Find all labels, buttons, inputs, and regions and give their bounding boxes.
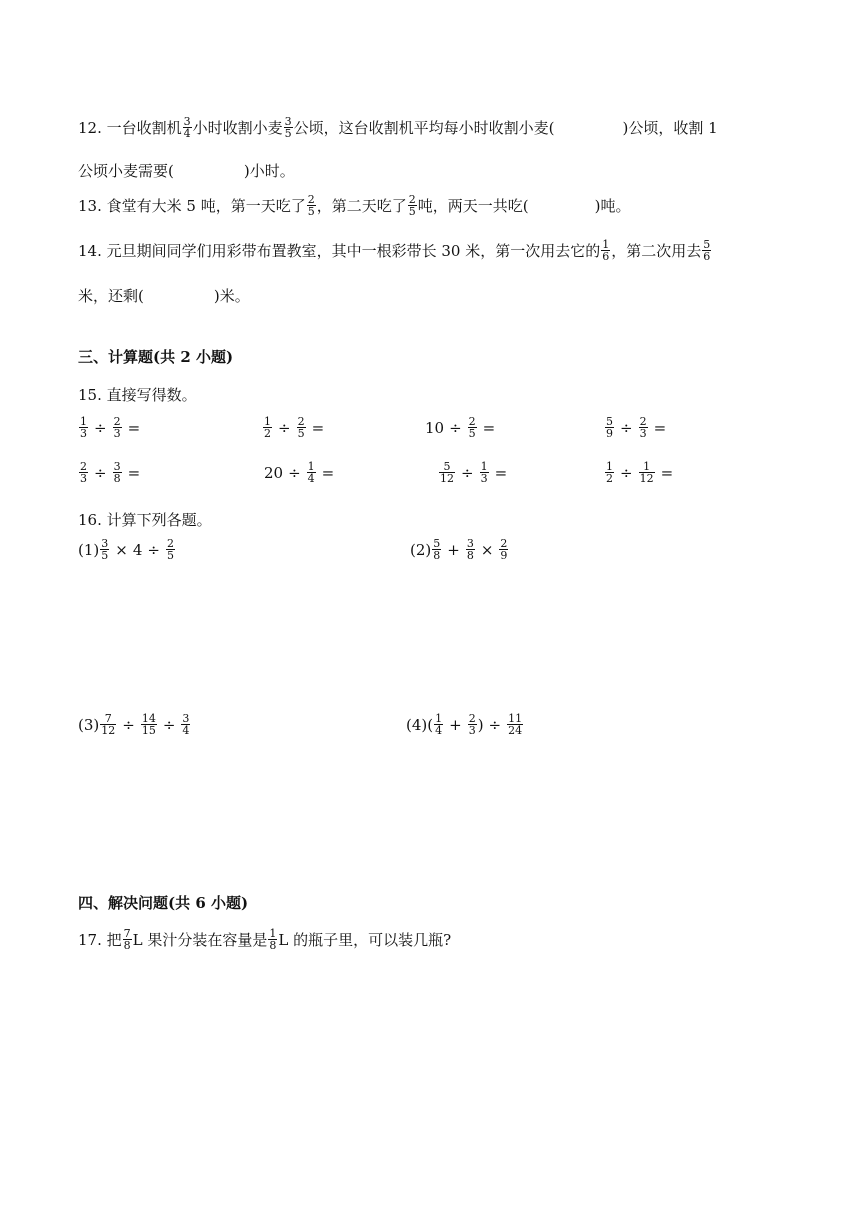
q12-text-6: )小时。 [243, 162, 295, 180]
plus-sign: + [449, 715, 462, 734]
q16-problem-3-label: (3) [78, 715, 100, 734]
q16-p4-fraction-a: $\frac{1}{4}$ [435, 712, 443, 737]
q14-fraction-1: $\frac{1}{6}$ [602, 238, 610, 263]
q15-item-3-divisor: $\frac{2}{5}$ [468, 415, 476, 440]
question-14-line-2 [78, 285, 250, 306]
divide-sign: ÷ [147, 540, 160, 559]
q15-item-5-divisor: $\frac{3}{8}$ [113, 460, 121, 485]
q15-item-1 [78, 416, 145, 439]
q15-item-5-dividend: $\frac{2}{3}$ [80, 460, 87, 485]
q14-text-4: )米。 [213, 287, 250, 305]
equals-sign: = [127, 418, 141, 437]
q13-text-3: 吨，两天一共吃( [417, 197, 529, 215]
q16-p2-fraction-c: $\frac{2}{9}$ [500, 537, 508, 562]
q16-p3-fraction-a: $\frac{7}{12}$ [101, 712, 116, 737]
q13-text-4: )吨。 [594, 197, 631, 215]
question-16-prompt: 16. 计算下列各题。 [78, 511, 212, 529]
question-13 [78, 194, 630, 217]
q15-item-3-dividend: 10 [425, 418, 445, 437]
q15-item-4-divisor: $\frac{2}{3}$ [639, 415, 647, 440]
q15-item-8-divisor: $\frac{1}{12}$ [639, 460, 654, 485]
divide-sign: ÷ [449, 418, 462, 437]
q15-item-3 [425, 416, 500, 439]
question-14-line-1 [78, 239, 712, 262]
section-3-heading: 三、计算题(共 2 小题) [78, 348, 234, 366]
q16-problem-4-label: (4) [406, 715, 428, 734]
q12-fraction-2: $\frac{3}{5}$ [284, 115, 292, 140]
q12-fraction-1: $\frac{3}{4}$ [183, 115, 191, 140]
open-paren: ( [427, 715, 434, 734]
q16-problem-1 [78, 538, 176, 561]
q15-item-1-divisor: $\frac{2}{3}$ [113, 415, 121, 440]
q13-fraction-2: $\frac{2}{5}$ [408, 193, 416, 218]
q16-p4-fraction-c: $\frac{11}{24}$ [508, 712, 523, 737]
q16-problem-1-label: (1) [78, 540, 100, 559]
q17-text-3: L 的瓶子里，可以装几瓶? [278, 931, 452, 949]
equals-sign: = [482, 418, 496, 437]
times-sign: × [115, 540, 128, 559]
q16-p1-whole: 4 [132, 540, 143, 559]
q14-text-1: 14. 元旦期间同学们用彩带布置教室，其中一根彩带长 30 米，第一次用去它的 [78, 242, 601, 260]
divide-sign: ÷ [278, 418, 291, 437]
divide-sign: ÷ [94, 418, 107, 437]
divide-sign: ÷ [620, 463, 633, 482]
q14-fraction-2: $\frac{5}{6}$ [703, 238, 711, 263]
q15-item-2-divisor: $\frac{2}{5}$ [297, 415, 305, 440]
q14-text-2: ，第二次用去 [611, 242, 702, 260]
q13-fraction-1: $\frac{2}{5}$ [307, 193, 315, 218]
q16-problem-2 [410, 538, 509, 561]
q17-text-1: 17. 把 [78, 931, 122, 949]
q16-problem-2-label: (2) [410, 540, 432, 559]
equals-sign: = [660, 463, 674, 482]
equals-sign: = [321, 463, 335, 482]
q15-item-7-divisor: $\frac{1}{3}$ [480, 460, 488, 485]
q15-item-6-dividend: 20 [264, 463, 284, 482]
section-4-heading: 四、解决问题(共 6 小题) [78, 894, 249, 912]
equals-sign: = [653, 418, 667, 437]
q16-p2-fraction-b: $\frac{3}{8}$ [466, 537, 474, 562]
q15-item-7-dividend: $\frac{5}{12}$ [440, 460, 454, 485]
q16-p2-fraction-a: $\frac{5}{8}$ [433, 537, 441, 562]
q13-text-1: 13. 食堂有大米 5 吨，第一天吃了 [78, 197, 306, 215]
question-15-prompt: 15. 直接写得数。 [78, 386, 197, 404]
q15-item-8-dividend: $\frac{1}{2}$ [606, 460, 613, 485]
q15-item-4 [604, 416, 671, 439]
equals-sign: = [127, 463, 141, 482]
plus-sign: + [447, 540, 460, 559]
q15-item-1-dividend: $\frac{1}{3}$ [80, 415, 87, 440]
q15-item-6 [264, 461, 339, 484]
q14-text-3: 米，还剩( [78, 287, 144, 305]
times-sign: × [480, 540, 494, 559]
q15-item-6-divisor: $\frac{1}{4}$ [307, 460, 315, 485]
q15-item-2-dividend: $\frac{1}{2}$ [264, 415, 271, 440]
q16-problem-4 [406, 713, 524, 736]
q17-text-2: L 果汁分装在容量是 [132, 931, 268, 949]
divide-sign: ÷ [162, 715, 176, 734]
q16-p3-fraction-c: $\frac{3}{4}$ [182, 712, 190, 737]
q15-item-4-dividend: $\frac{5}{9}$ [606, 415, 613, 440]
q16-p1-fraction-a: $\frac{3}{5}$ [101, 537, 109, 562]
q12-text-5: 公顷小麦需要( [78, 162, 174, 180]
q16-p1-fraction-b: $\frac{2}{5}$ [166, 537, 174, 562]
divide-sign: ÷ [122, 715, 135, 734]
q17-fraction-2: $\frac{1}{8}$ [269, 927, 277, 952]
equals-sign: = [494, 463, 508, 482]
question-17 [78, 928, 451, 951]
divide-sign: ÷ [94, 463, 107, 482]
divide-sign: ÷ [488, 715, 502, 734]
q12-text-1: 12. 一台收割机 [78, 119, 182, 137]
q16-p4-fraction-b: $\frac{2}{3}$ [468, 712, 476, 737]
equals-sign: = [311, 418, 325, 437]
question-12-line-2 [78, 160, 295, 181]
q12-text-3: 公顷，这台收割机平均每小时收割小麦( [293, 119, 555, 137]
divide-sign: ÷ [620, 418, 633, 437]
q15-item-7 [438, 461, 512, 484]
divide-sign: ÷ [288, 463, 301, 482]
q15-item-5 [78, 461, 145, 484]
divide-sign: ÷ [461, 463, 474, 482]
q12-text-2: 小时收割小麦 [192, 119, 283, 137]
q15-item-8 [604, 461, 678, 484]
close-paren: ) [477, 715, 484, 734]
q13-text-2: ，第二天吃了 [316, 197, 407, 215]
q16-p3-fraction-b: $\frac{14}{15}$ [141, 712, 156, 737]
q17-fraction-1: $\frac{7}{8}$ [123, 927, 131, 952]
question-12-line-1 [78, 116, 718, 139]
q15-item-2 [262, 416, 329, 439]
q12-text-4: )公顷，收割 1 [622, 119, 718, 137]
q16-problem-3 [78, 713, 191, 736]
